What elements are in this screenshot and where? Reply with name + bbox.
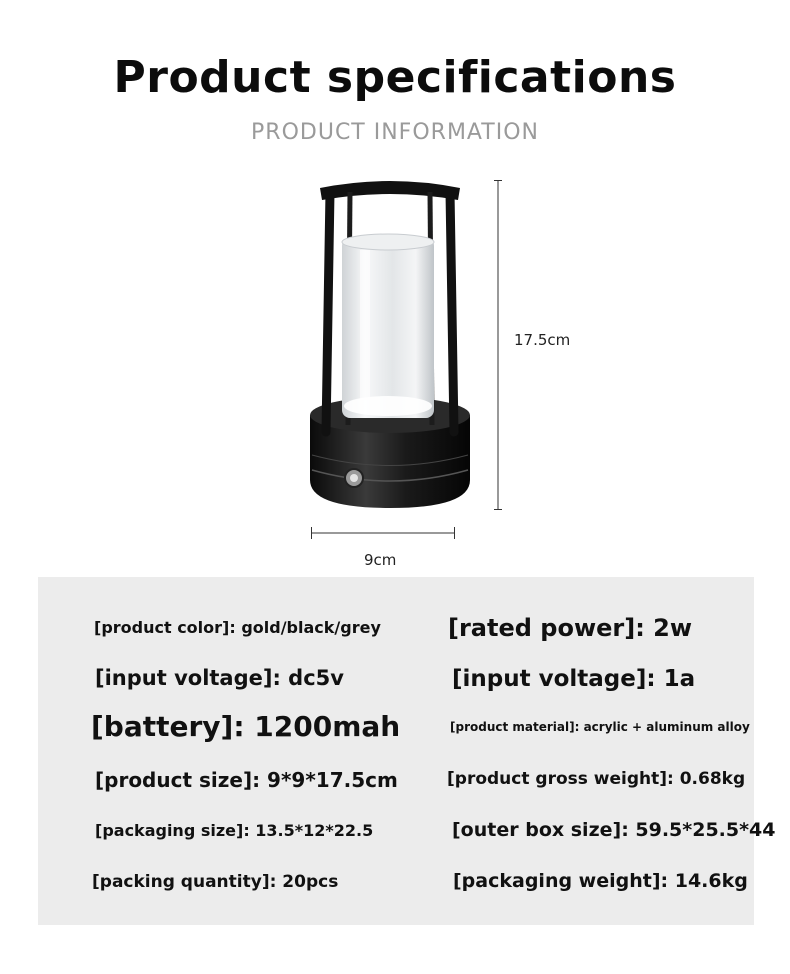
spec-rated-power: [rated power]: 2w [448, 614, 693, 642]
spec-packaging-weight: [packaging weight]: 14.6kg [453, 870, 748, 892]
spec-packaging-size: [packaging size]: 13.5*12*22.5 [95, 821, 374, 840]
spec-input-voltage: [input voltage]: dc5v [95, 666, 344, 690]
spec-input-current: [input voltage]: 1a [452, 666, 696, 692]
lamp-product-image [290, 170, 490, 520]
height-dimension-line [494, 180, 502, 510]
spec-packing-quantity: [packing quantity]: 20pcs [92, 872, 339, 892]
page-subtitle: PRODUCT INFORMATION [251, 120, 539, 145]
page-title: Product specifications [113, 52, 677, 103]
spec-outer-box-size: [outer box size]: 59.5*25.5*44 [452, 819, 776, 841]
width-dimension-line [311, 527, 455, 539]
spec-gross-weight: [product gross weight]: 0.68kg [447, 769, 746, 789]
spec-product-size: [product size]: 9*9*17.5cm [95, 768, 398, 792]
width-dimension-label: 9cm [364, 551, 397, 569]
spec-battery: [battery]: 1200mah [91, 710, 401, 743]
height-dimension-label: 17.5cm [514, 331, 571, 349]
spec-product-color: [product color]: gold/black/grey [94, 618, 381, 637]
spec-product-material: [product material]: acrylic + aluminum alloy [450, 720, 750, 734]
